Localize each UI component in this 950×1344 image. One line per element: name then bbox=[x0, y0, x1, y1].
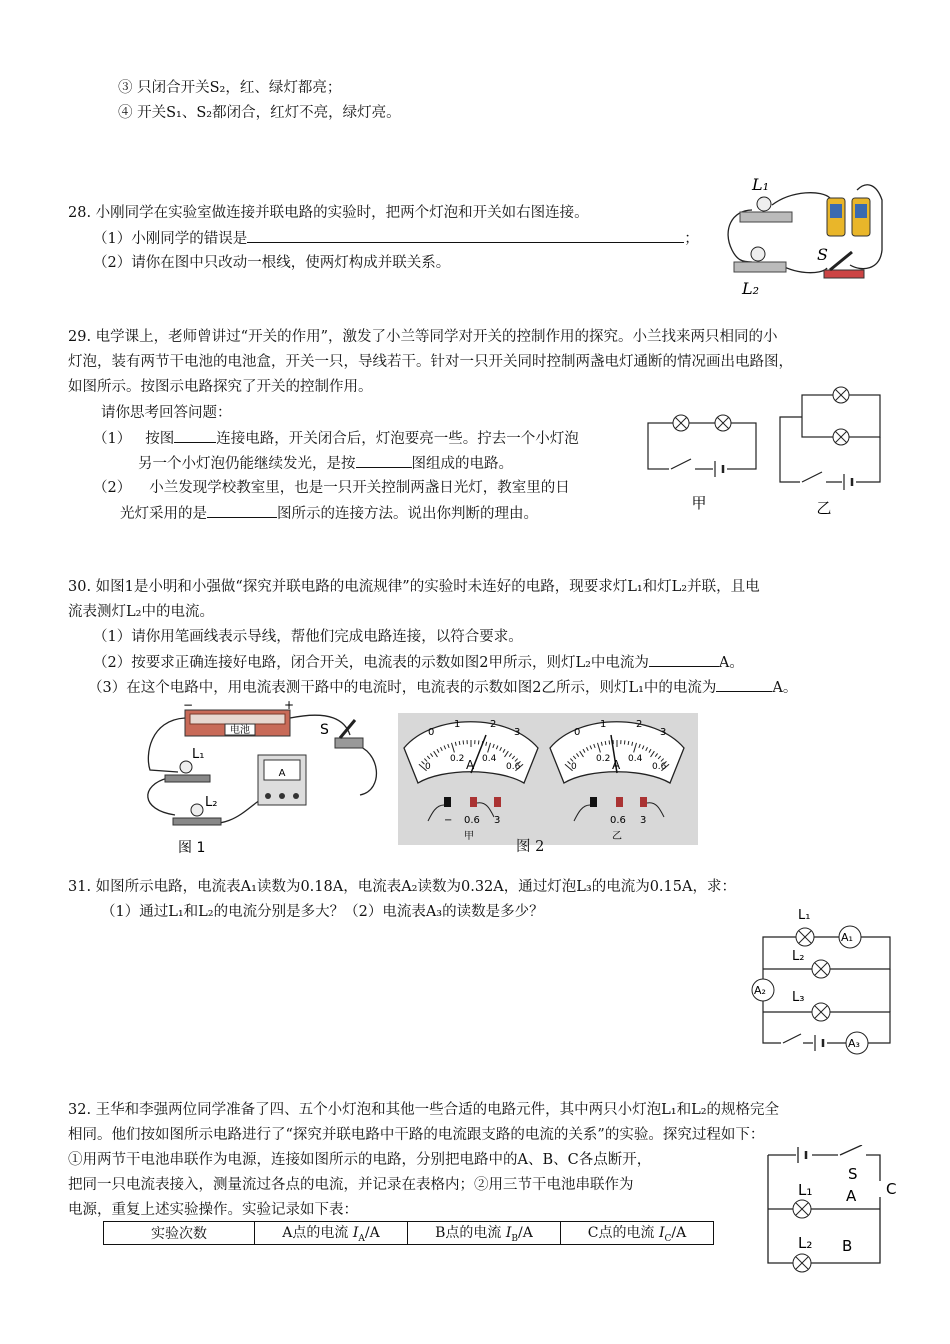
text-line: ①用两节干电池串联作为电源，连接如图所示的电路，分别把电路中的A、B、C各点断开， bbox=[68, 1152, 652, 1168]
tick-label: 0 bbox=[428, 727, 435, 738]
answer-blank[interactable] bbox=[356, 453, 412, 468]
lamp-icon bbox=[833, 429, 849, 445]
switch-gap bbox=[669, 465, 695, 473]
lamp-icon bbox=[812, 960, 830, 978]
terminal bbox=[640, 797, 647, 807]
answer-blank[interactable] bbox=[247, 228, 684, 243]
label-L3: L₃ bbox=[792, 990, 805, 1005]
label-jia: 甲 bbox=[464, 831, 474, 842]
bulb-icon bbox=[180, 761, 192, 773]
tick-label: 0.4 bbox=[628, 754, 643, 764]
terminal bbox=[470, 797, 477, 807]
terminal-label: − bbox=[444, 815, 453, 826]
label-L2: L₂ bbox=[205, 795, 218, 810]
text-line: （1） 按图 连接电路，开关闭合后，灯泡要亮一些。拧去一个小灯泡 bbox=[93, 428, 579, 449]
answer-blank[interactable] bbox=[649, 652, 719, 667]
label-S: S bbox=[817, 245, 828, 264]
label-L1: L₁ bbox=[192, 747, 205, 762]
answer-blank[interactable] bbox=[716, 677, 772, 692]
label-L1: L₁ bbox=[798, 1181, 813, 1199]
label-A3: A₃ bbox=[848, 1037, 860, 1050]
text-line: 流表测灯L₂中的电流。 bbox=[68, 604, 214, 620]
label-B: B bbox=[842, 1237, 853, 1255]
lamp-icon bbox=[812, 1003, 830, 1021]
lamp-icon bbox=[833, 387, 849, 403]
meter-symbol: A bbox=[612, 758, 621, 772]
tick-label: 0 bbox=[571, 762, 577, 772]
label-yi: 乙 bbox=[816, 499, 832, 517]
record-table bbox=[103, 1221, 714, 1245]
label-L1: L₁ bbox=[798, 908, 811, 923]
terminal-label: 0.6 bbox=[610, 815, 626, 826]
q32-circuit-figure bbox=[760, 1145, 910, 1275]
label-S: S bbox=[320, 722, 329, 738]
terminal-label: 0.6 bbox=[464, 815, 480, 826]
question-31: 31. 如图所示电路，电流表A₁读数为0.18A，电流表A₂读数为0.32A，通过灯泡L₃的电流为0.15A，求： bbox=[68, 879, 736, 895]
switch-lever bbox=[830, 252, 852, 270]
label-C: C bbox=[886, 1180, 897, 1198]
dial-tick bbox=[605, 741, 606, 745]
tick-label: 0.2 bbox=[450, 754, 465, 764]
bulb-icon bbox=[757, 197, 771, 211]
question-30: 30. 如图1是小明和小强做“探究并联电路的电流规律”的实验时未连好的电路，现要求灯L₁和灯L₂并联，且电 bbox=[68, 579, 760, 595]
answer-blank[interactable] bbox=[207, 503, 277, 518]
lamp-icon bbox=[715, 415, 731, 431]
label-L2: L₂ bbox=[792, 949, 805, 964]
battery-cells bbox=[190, 714, 285, 724]
tick-label: 2 bbox=[636, 719, 643, 730]
label-jia: 甲 bbox=[691, 494, 707, 512]
answer-blank[interactable] bbox=[174, 428, 216, 443]
label-L2: L₂ bbox=[798, 1234, 813, 1252]
label-A1: A₁ bbox=[841, 931, 853, 944]
lamp-base bbox=[734, 262, 786, 272]
question-29: 29. 电学课上，老师曾讲过“开关的作用”，激发了小兰等同学对开关的控制作用的探究。小兰找来两只相同的小 bbox=[68, 329, 778, 345]
text-line: 光灯采用的是 图所示的连接方法。说出你判断的理由。 bbox=[120, 503, 538, 524]
label-L2: L₂ bbox=[742, 279, 760, 298]
q30-figure2 bbox=[398, 713, 698, 845]
text-line: （2） 小兰发现学校教室里，也是一只开关控制两盏日光灯，教室里的日 bbox=[93, 480, 570, 496]
terminal-label: 3 bbox=[494, 815, 501, 826]
battery-label bbox=[830, 204, 842, 218]
figure-1-caption: 图 1 bbox=[178, 840, 206, 856]
label-yi: 乙 bbox=[612, 831, 622, 842]
text-line: （1）小刚同学的错误是 ； bbox=[93, 228, 699, 249]
tick-label: 0 bbox=[425, 762, 431, 772]
lamp-icon bbox=[796, 928, 814, 946]
tick-label: 3 bbox=[660, 727, 667, 738]
terminal bbox=[494, 797, 501, 807]
lamp-icon bbox=[793, 1200, 811, 1218]
tick-label: 0 bbox=[574, 727, 581, 738]
q29-circuit-jia bbox=[643, 395, 765, 520]
dial-tick bbox=[459, 741, 460, 745]
tick-label: 0.2 bbox=[596, 754, 611, 764]
question-32: 32. 王华和李强两位同学准备了四、五个小灯泡和其他一些合适的电路元件，其中两只小灯泡L₁和L₂的规格完全 bbox=[68, 1102, 780, 1118]
q31-circuit-figure bbox=[745, 900, 895, 1060]
battery-label: 电池 bbox=[230, 725, 250, 736]
terminal bbox=[444, 797, 451, 807]
ammeter-label: A bbox=[278, 768, 286, 779]
text-line: （1）请你用笔画线表示导线，帮他们完成电路连接，以符合要求。 bbox=[93, 629, 523, 645]
bulb-icon bbox=[191, 804, 203, 816]
dial-tick bbox=[628, 741, 629, 745]
tick-label: 2 bbox=[490, 719, 497, 730]
table-header-cell: B点的电流 $I_B/A$ bbox=[408, 1222, 561, 1245]
label-L1: L₁ bbox=[752, 175, 770, 194]
text-line: 电源，重复上述实验操作。实验记录如下表： bbox=[68, 1202, 358, 1218]
table-header-cell: C点的电流 $I_C/A$ bbox=[561, 1222, 714, 1245]
battery-minus: − bbox=[183, 700, 194, 712]
table-header-cell: 实验次数 bbox=[104, 1222, 255, 1245]
q29-circuit-yi bbox=[772, 385, 902, 520]
lamp-icon bbox=[673, 415, 689, 431]
text-line: 相同。他们按如图所示电路进行了“探究并联电路中干路的电流跟支路的电流的关系”的实验。探究过程如下： bbox=[68, 1127, 765, 1143]
lamp-base bbox=[165, 775, 210, 782]
label-A: A bbox=[846, 1187, 857, 1205]
tick-label: 1 bbox=[600, 719, 607, 730]
terminal-label: 3 bbox=[640, 815, 647, 826]
tick-label: 0.6 bbox=[652, 762, 667, 772]
q30-figure1 bbox=[140, 700, 390, 860]
text-line: 另一个小灯泡仍能继续发光，是按 图组成的电路。 bbox=[138, 453, 513, 474]
bulb-icon bbox=[751, 247, 765, 261]
tick-label: 0.6 bbox=[506, 762, 521, 772]
lamp-base bbox=[173, 818, 221, 825]
terminal bbox=[590, 797, 597, 807]
question-28: 28. 小刚同学在实验室做连接并联电路的实验时，把两个灯泡和开关如右图连接。 bbox=[68, 205, 589, 221]
table-header-row bbox=[104, 1222, 714, 1245]
tick-label: 3 bbox=[514, 727, 521, 738]
text-line: 把同一只电流表接入，测量流过各点的电流，并记录在表格内；②用三节干电池串联作为 bbox=[68, 1177, 634, 1193]
text-line: 如图所示。按图示电路探究了开关的控制作用。 bbox=[68, 379, 373, 395]
battery-label bbox=[855, 204, 867, 218]
tick-label: 0.4 bbox=[482, 754, 497, 764]
q28-circuit-figure bbox=[712, 170, 892, 300]
text-line: 请你思考回答问题： bbox=[101, 405, 232, 421]
meter-symbol: A bbox=[466, 758, 475, 772]
terminal bbox=[616, 797, 623, 807]
label-S: S bbox=[848, 1165, 858, 1183]
table-header-cell: A点的电流 $I_A/A$ bbox=[255, 1222, 408, 1245]
text-line: （3）在这个电路中，用电流表测干路中的电流时，电流表的示数如图2乙所示，则灯L₁中的电流为 A。 bbox=[88, 677, 797, 698]
text-line: （2）请你在图中只改动一根线，使两灯构成并联关系。 bbox=[93, 255, 451, 271]
switch-base bbox=[824, 270, 864, 278]
switch-base bbox=[335, 738, 363, 748]
tick-label: 1 bbox=[454, 719, 461, 730]
battery-plus: + bbox=[284, 700, 295, 712]
lamp-base bbox=[740, 212, 792, 222]
text-line: 灯泡，装有两节干电池的电池盒，开关一只，导线若干。针对一只开关同时控制两盏电灯通断的情况画出电路图， bbox=[68, 354, 793, 370]
label-A2: A₂ bbox=[754, 984, 766, 997]
text-line: （2）按要求正确连接好电路，闭合开关，电流表的示数如图2甲所示，则灯L₂中电流为 A。 bbox=[93, 652, 744, 673]
text-line: ④ 开关S₁、S₂都闭合，红灯不亮，绿灯亮。 bbox=[118, 105, 401, 121]
text-line: ③ 只闭合开关S₂，红、绿灯都亮； bbox=[118, 80, 342, 96]
figure-2-caption: 图 2 bbox=[516, 839, 545, 855]
lamp-icon bbox=[793, 1254, 811, 1272]
text-line: （1）通过L₁和L₂的电流分别是多大？（2）电流表A₃的读数是多少？ bbox=[101, 904, 544, 920]
